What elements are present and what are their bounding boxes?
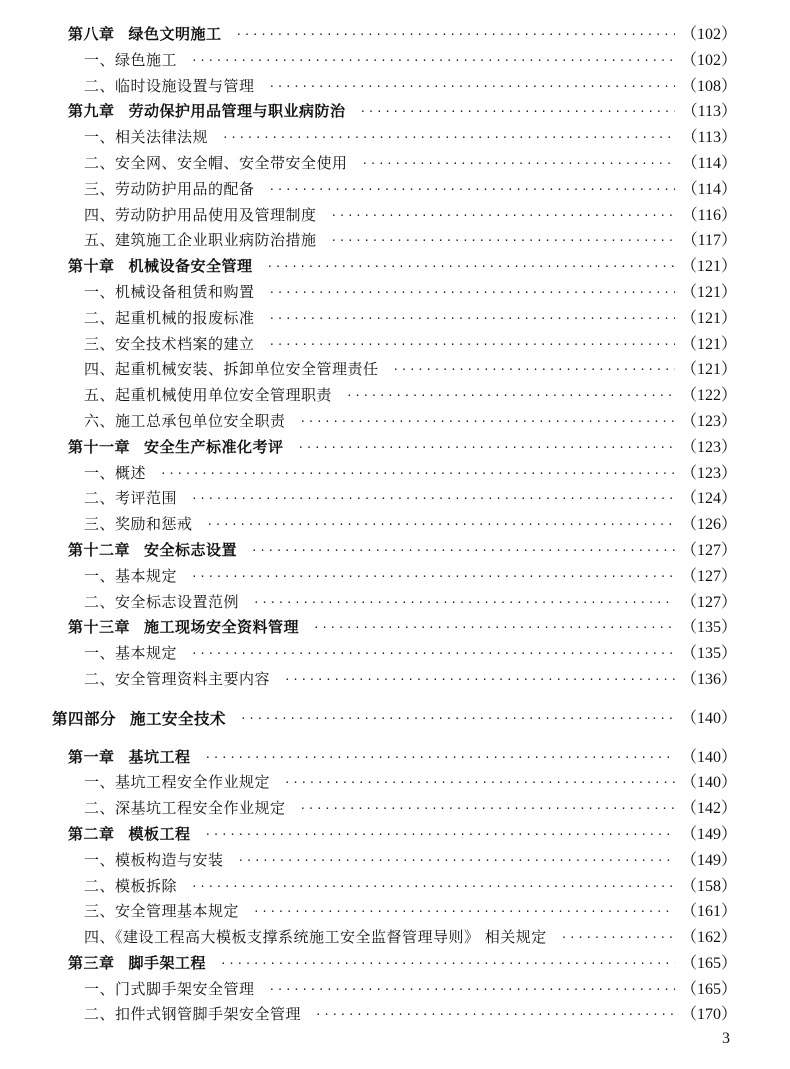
toc-section-entry[interactable] xyxy=(0,590,790,616)
entry-page-number: （121） xyxy=(681,361,738,379)
entry-page-number: （102） xyxy=(681,51,738,69)
entry-title-text: 一、绿色施工 xyxy=(84,50,178,69)
entry-title-text: 二、考评范围 xyxy=(84,489,178,508)
toc-section-entry[interactable] xyxy=(0,74,790,100)
dot-leader xyxy=(346,383,675,409)
entry-title xyxy=(68,745,191,771)
entry-title-text: 一、门式脚手架安全管理 xyxy=(84,979,255,998)
entry-title-text: 劳动保护用品管理与职业病防治 xyxy=(128,102,346,121)
toc-section-entry[interactable] xyxy=(0,796,790,822)
entry-title-text: 施工安全技术 xyxy=(130,708,227,728)
entry-title xyxy=(84,667,270,693)
toc-chapter-entry[interactable] xyxy=(0,615,790,641)
entry-page-number: （121） xyxy=(681,258,738,276)
toc-section-entry[interactable] xyxy=(0,770,790,796)
entry-title xyxy=(84,280,255,306)
dot-leader xyxy=(191,48,675,74)
entry-title xyxy=(84,125,208,151)
dot-leader xyxy=(205,822,675,848)
toc-section-entry[interactable] xyxy=(0,925,790,951)
dot-leader xyxy=(300,409,675,435)
entry-number: 第十二章 xyxy=(68,540,131,559)
dot-leader xyxy=(269,177,675,203)
entry-title xyxy=(84,486,177,512)
toc-chapter-entry[interactable] xyxy=(0,538,790,564)
toc-section-entry[interactable] xyxy=(0,874,790,900)
entry-title xyxy=(84,461,146,487)
entry-page-number: （162） xyxy=(681,929,738,947)
toc-section-entry[interactable] xyxy=(0,332,790,358)
dot-leader xyxy=(269,332,675,358)
toc-section-entry[interactable] xyxy=(0,280,790,306)
dot-leader xyxy=(561,925,675,951)
entry-title xyxy=(52,706,226,732)
entry-title-text: 二、临时设施设置与管理 xyxy=(84,76,255,95)
toc-section-entry[interactable] xyxy=(0,899,790,925)
entry-page-number: （161） xyxy=(681,903,738,921)
entry-title xyxy=(68,615,299,641)
entry-title-text: 一、模板构造与安装 xyxy=(84,850,224,869)
entry-page-number: （113） xyxy=(681,103,737,121)
toc-chapter-entry[interactable] xyxy=(0,99,790,125)
entry-title xyxy=(68,99,346,125)
toc-section-entry[interactable] xyxy=(0,383,790,409)
entry-title xyxy=(84,590,239,616)
toc-section-entry[interactable] xyxy=(0,564,790,590)
dot-leader xyxy=(207,512,675,538)
entry-title xyxy=(84,409,286,435)
entry-title xyxy=(84,641,177,667)
dot-leader xyxy=(269,280,675,306)
entry-title-text: 四、《建设工程高大模板支撑系统施工安全监督管理导则》 相关规定 xyxy=(84,928,547,947)
dot-leader xyxy=(222,125,675,151)
entry-title-text: 一、概述 xyxy=(84,463,147,482)
entry-title xyxy=(84,512,193,538)
entry-page-number: （114） xyxy=(681,154,737,172)
entry-title xyxy=(84,770,270,796)
entry-title-text: 一、基本规定 xyxy=(84,644,178,663)
entry-title xyxy=(68,538,237,564)
entry-number: 第十三章 xyxy=(68,618,131,637)
entry-page-number: （135） xyxy=(681,619,738,637)
entry-page-number: （149） xyxy=(681,825,738,843)
entry-title xyxy=(84,357,379,383)
entry-title-text: 五、起重机械使用单位安全管理职责 xyxy=(84,386,333,405)
dot-leader xyxy=(315,1002,675,1028)
entry-number: 第三章 xyxy=(68,953,115,972)
entry-title-text: 模板工程 xyxy=(128,824,191,843)
entry-title xyxy=(84,151,348,177)
entry-title-text: 安全标志设置 xyxy=(144,540,238,559)
entry-title-text: 二、模板拆除 xyxy=(84,876,178,895)
dot-leader xyxy=(298,435,675,461)
toc-part-entry[interactable] xyxy=(0,706,790,732)
entry-page-number: （117） xyxy=(681,232,737,250)
toc-section-entry[interactable] xyxy=(0,228,790,254)
entry-page-number: （140） xyxy=(681,774,738,792)
entry-title-text: 一、基本规定 xyxy=(84,566,178,585)
entry-title-text: 三、安全管理基本规定 xyxy=(84,902,240,921)
toc-chapter-entry[interactable] xyxy=(0,745,790,771)
entry-title-text: 五、建筑施工企业职业病防治措施 xyxy=(84,231,317,250)
entry-title xyxy=(84,977,255,1003)
entry-title-text: 安全生产标准化考评 xyxy=(144,437,284,456)
dot-leader xyxy=(284,667,675,693)
entry-page-number: （123） xyxy=(681,438,738,456)
toc-chapter-entry[interactable] xyxy=(0,435,790,461)
entry-page-number: （113） xyxy=(681,129,737,147)
entry-title xyxy=(84,383,332,409)
toc-section-entry[interactable] xyxy=(0,48,790,74)
dot-leader xyxy=(360,99,675,125)
toc-chapter-entry[interactable] xyxy=(0,822,790,848)
toc-section-entry[interactable] xyxy=(0,409,790,435)
toc-section-entry[interactable] xyxy=(0,306,790,332)
entry-title xyxy=(84,228,317,254)
entry-page-number: （116） xyxy=(681,206,737,224)
dot-leader xyxy=(253,899,675,925)
dot-leader xyxy=(191,564,675,590)
entry-title-text: 四、劳动防护用品使用及管理制度 xyxy=(84,205,317,224)
entry-number: 第九章 xyxy=(68,102,115,121)
toc-section-entry[interactable] xyxy=(0,641,790,667)
entry-title-text: 施工现场安全资料管理 xyxy=(144,618,300,637)
entry-page-number: （123） xyxy=(681,464,738,482)
dot-leader xyxy=(191,874,675,900)
entry-page-number: （114） xyxy=(681,180,737,198)
entry-page-number: （140） xyxy=(681,748,738,766)
entry-number: 第二章 xyxy=(68,824,115,843)
toc-section-entry[interactable] xyxy=(0,151,790,177)
entry-title-text: 基坑工程 xyxy=(128,747,191,766)
dot-leader xyxy=(313,615,675,641)
entry-title-text: 二、扣件式钢管脚手架安全管理 xyxy=(84,1005,302,1024)
entry-title-text: 三、奖励和惩戒 xyxy=(84,515,193,534)
entry-title xyxy=(84,306,255,332)
toc-section-entry[interactable] xyxy=(0,1002,790,1028)
entry-page-number: （121） xyxy=(681,283,738,301)
entry-title-text: 一、相关法律法规 xyxy=(84,128,209,147)
entry-title-text: 二、安全标志设置范例 xyxy=(84,592,240,611)
entry-title-text: 二、深基坑工程安全作业规定 xyxy=(84,799,286,818)
toc-section-entry[interactable] xyxy=(0,125,790,151)
dot-leader xyxy=(331,203,675,229)
entry-page-number: （123） xyxy=(681,412,738,430)
entry-title xyxy=(84,177,255,203)
page-number: 3 xyxy=(722,1030,730,1047)
entry-page-number: （121） xyxy=(681,309,738,327)
entry-title-text: 绿色文明施工 xyxy=(128,25,222,43)
dot-leader xyxy=(253,590,675,616)
entry-title-text: 二、安全管理资料主要内容 xyxy=(84,669,271,688)
dot-leader xyxy=(236,22,675,48)
entry-title xyxy=(84,848,224,874)
dot-leader xyxy=(251,538,675,564)
entry-title xyxy=(84,925,547,951)
dot-leader xyxy=(220,951,675,977)
entry-page-number: （102） xyxy=(681,26,738,43)
dot-leader xyxy=(284,770,675,796)
dot-leader xyxy=(362,151,675,177)
dot-leader xyxy=(191,486,675,512)
entry-number: 第四部分 xyxy=(52,708,117,728)
entry-page-number: （122） xyxy=(681,387,738,405)
entry-title-text: 机械设备安全管理 xyxy=(128,257,253,276)
entry-page-number: （124） xyxy=(681,490,738,508)
dot-leader xyxy=(393,357,675,383)
entry-title-text: 一、基坑工程安全作业规定 xyxy=(84,773,271,792)
toc-section-entry[interactable] xyxy=(0,512,790,538)
entry-page-number: （121） xyxy=(681,335,738,353)
entry-title xyxy=(68,22,222,48)
entry-page-number: （127） xyxy=(681,593,738,611)
entry-page-number: （127） xyxy=(681,541,738,559)
entry-number: 第十一章 xyxy=(68,437,131,456)
toc-section-entry[interactable] xyxy=(0,667,790,693)
entry-title xyxy=(68,254,253,280)
entry-page-number: （108） xyxy=(681,77,738,95)
dot-leader xyxy=(191,641,675,667)
toc-section-entry[interactable] xyxy=(0,357,790,383)
toc-chapter-entry[interactable] xyxy=(0,254,790,280)
dot-leader xyxy=(160,461,675,487)
entry-title-text: 二、安全网、安全帽、安全带安全使用 xyxy=(84,153,348,172)
entry-title xyxy=(84,48,177,74)
entry-page-number: （126） xyxy=(681,516,738,534)
entry-title-text: 四、起重机械安装、拆卸单位安全管理责任 xyxy=(84,360,379,379)
toc-chapter-entry[interactable] xyxy=(0,951,790,977)
dot-leader xyxy=(240,706,675,732)
entry-page-number: （165） xyxy=(681,954,738,972)
entry-page-number: （127） xyxy=(681,567,738,585)
entry-title-text: 三、劳动防护用品的配备 xyxy=(84,179,255,198)
entry-title xyxy=(84,1002,301,1028)
dot-leader xyxy=(269,74,675,100)
entry-title xyxy=(84,874,177,900)
entry-page-number: （165） xyxy=(681,980,738,998)
toc-section-entry[interactable] xyxy=(0,977,790,1003)
entry-number: 第十章 xyxy=(68,257,115,276)
entry-page-number: （140） xyxy=(681,709,738,727)
dot-leader xyxy=(331,228,675,254)
entry-page-number: （149） xyxy=(681,851,738,869)
entry-page-number: （135） xyxy=(681,645,738,663)
entry-title xyxy=(84,332,255,358)
entry-title-text: 三、安全技术档案的建立 xyxy=(84,334,255,353)
entry-page-number: （136） xyxy=(681,670,738,688)
dot-leader xyxy=(300,796,675,822)
dot-leader xyxy=(238,848,675,874)
entry-title xyxy=(84,899,239,925)
entry-title-text: 一、机械设备租赁和购置 xyxy=(84,282,255,301)
entry-title xyxy=(84,564,177,590)
entry-title-text: 脚手架工程 xyxy=(128,953,207,972)
entry-title xyxy=(84,203,317,229)
entry-page-number: （170） xyxy=(681,1006,738,1024)
dot-leader xyxy=(205,745,675,771)
entry-title xyxy=(68,435,284,461)
entry-title-text: 二、起重机械的报废标准 xyxy=(84,308,255,327)
toc-chapter-entry[interactable] xyxy=(0,22,790,48)
dot-leader xyxy=(269,977,675,1003)
table-of-contents xyxy=(0,22,790,1028)
entry-title xyxy=(68,822,191,848)
entry-title xyxy=(84,796,286,822)
dot-leader xyxy=(267,254,675,280)
dot-leader xyxy=(269,306,675,332)
entry-number: 第八章 xyxy=(68,25,115,43)
toc-section-entry[interactable] xyxy=(0,848,790,874)
entry-page-number: （142） xyxy=(681,800,738,818)
toc-section-entry[interactable] xyxy=(0,461,790,487)
entry-number: 第一章 xyxy=(68,747,115,766)
entry-title xyxy=(84,74,255,100)
toc-section-entry[interactable] xyxy=(0,203,790,229)
entry-page-number: （158） xyxy=(681,877,738,895)
entry-title-text: 六、施工总承包单位安全职责 xyxy=(84,411,286,430)
toc-section-entry[interactable] xyxy=(0,486,790,512)
entry-title xyxy=(68,951,206,977)
toc-section-entry[interactable] xyxy=(0,177,790,203)
